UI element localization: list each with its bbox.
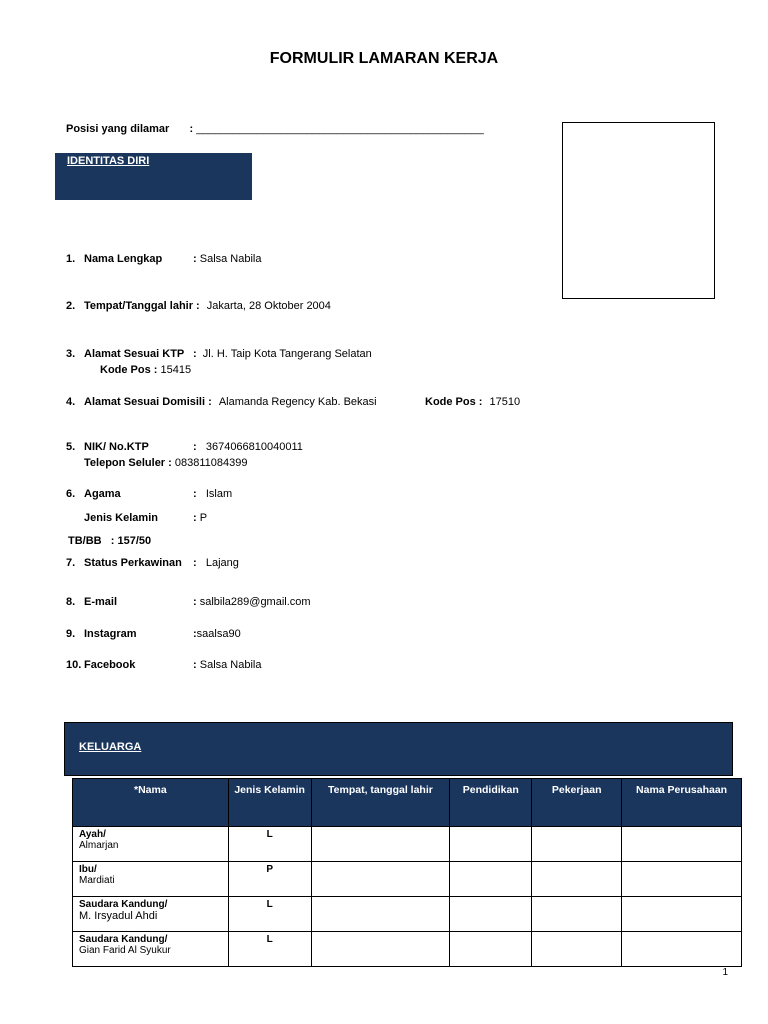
colon: : — [193, 628, 197, 640]
field-value: Salsa Nabila — [199, 253, 262, 265]
postal-label: Kode Pos : — [425, 396, 483, 408]
postal-value: 17510 — [489, 396, 521, 408]
field-number: 9. — [66, 628, 76, 640]
field-name — [66, 253, 162, 265]
field-marital-value — [193, 557, 239, 569]
phone-label: Telepon Seluler : — [84, 457, 172, 469]
cell-gender: L — [228, 897, 311, 932]
cell-education — [450, 827, 532, 862]
cell-birth — [311, 897, 450, 932]
page-number: 1 — [722, 967, 728, 978]
photo-box — [562, 122, 715, 299]
field-gender-value — [193, 512, 207, 524]
field-facebook-value — [193, 659, 262, 671]
cell-occupation — [532, 827, 622, 862]
field-label: Alamat Sesuai Domisili : — [84, 396, 212, 408]
phone-value: 083811084399 — [174, 457, 248, 469]
cell-name — [73, 827, 229, 862]
field-instagram-value — [193, 628, 241, 640]
field-label: Instagram — [84, 628, 137, 640]
field-marital — [66, 557, 182, 569]
table-row — [73, 827, 742, 862]
colon: : — [193, 441, 197, 453]
position-row — [66, 123, 484, 135]
column-header-gender: Jenis Kelamin — [228, 779, 311, 827]
cell-birth — [311, 827, 450, 862]
field-birth — [66, 300, 331, 312]
page-title: FORMULIR LAMARAN KERJA — [269, 50, 499, 67]
relation: Ayah/ — [79, 829, 106, 840]
field-label: Agama — [84, 488, 121, 500]
field-label: Jenis Kelamin — [84, 512, 158, 524]
field-value: Salsa Nabila — [199, 659, 262, 671]
cell-education — [450, 932, 532, 967]
field-value: saalsa90 — [196, 628, 241, 640]
field-value: Lajang — [205, 557, 239, 569]
member-name: Mardiati — [79, 875, 115, 886]
relation: Saudara Kandung/ — [79, 934, 168, 945]
field-number: 1. — [66, 253, 76, 265]
field-label: E-mail — [84, 596, 118, 608]
identity-section-header — [55, 153, 252, 200]
field-gender — [84, 512, 158, 524]
field-number: 5. — [66, 441, 76, 453]
field-number: 3. — [66, 348, 76, 360]
field-number: 8. — [66, 596, 76, 608]
position-label: Posisi yang dilamar — [66, 123, 170, 135]
postal-label: Kode Pos : — [100, 364, 158, 376]
field-phone — [84, 457, 247, 469]
field-value: P — [199, 512, 208, 524]
table-row — [73, 897, 742, 932]
position-colon: : — [189, 123, 194, 135]
postal-value: 15415 — [160, 364, 192, 376]
cell-gender: L — [228, 932, 311, 967]
colon: : — [193, 596, 197, 608]
field-tbbb — [68, 535, 151, 547]
field-label: Tempat/Tanggal lahir : — [84, 300, 200, 312]
family-section-header — [64, 722, 733, 776]
colon: : — [193, 488, 197, 500]
field-email-value — [193, 596, 311, 608]
family-section-label: KELUARGA — [79, 741, 142, 753]
field-value: Islam — [205, 488, 233, 500]
field-label: Nama Lengkap — [84, 253, 163, 265]
cell-company — [622, 932, 742, 967]
field-value: 3674066810040011 — [205, 441, 303, 453]
cell-company — [622, 862, 742, 897]
cell-gender: L — [228, 827, 311, 862]
colon: : — [193, 557, 197, 569]
table-row — [73, 932, 742, 967]
field-email — [66, 596, 117, 608]
field-instagram — [66, 628, 137, 640]
column-header-education: Pendidikan — [450, 779, 532, 827]
field-label: TB/BB — [68, 535, 102, 547]
field-value: Jl. H. Taip Kota Tangerang Selatan — [202, 348, 372, 360]
field-number: 2. — [66, 300, 76, 312]
field-number: 7. — [66, 557, 76, 569]
field-facebook — [66, 659, 135, 671]
colon: : — [193, 253, 197, 265]
member-name: Gian Farid Al Syukur — [79, 945, 171, 956]
colon: : — [193, 512, 197, 524]
field-value: Jakarta, 28 Oktober 2004 — [206, 300, 331, 312]
field-name-value — [193, 253, 262, 265]
field-number: 10. — [66, 659, 82, 671]
cell-gender: P — [228, 862, 311, 897]
family-table — [72, 778, 742, 967]
field-label: Facebook — [84, 659, 136, 671]
field-label: Alamat Sesuai KTP — [84, 348, 185, 360]
cell-occupation — [532, 862, 622, 897]
table-header-row — [73, 779, 742, 827]
field-label: Status Perkawinan — [84, 557, 182, 569]
cell-birth — [311, 862, 450, 897]
field-label: NIK/ No.KTP — [84, 441, 149, 453]
cell-education — [450, 862, 532, 897]
cell-name — [73, 932, 229, 967]
field-address-ktp-value — [193, 348, 372, 360]
table-row — [73, 862, 742, 897]
field-postal-ktp — [100, 364, 191, 376]
field-religion-value — [193, 488, 232, 500]
cell-company — [622, 897, 742, 932]
cell-education — [450, 897, 532, 932]
cell-company — [622, 827, 742, 862]
field-nik — [66, 441, 149, 453]
identity-section-label: IDENTITAS DIRI — [67, 155, 150, 167]
relation: Saudara Kandung/ — [79, 899, 168, 910]
column-header-birth: Tempat, tanggal lahir — [311, 779, 450, 827]
field-number: 6. — [66, 488, 76, 500]
cell-birth — [311, 932, 450, 967]
cell-name — [73, 897, 229, 932]
field-address-ktp — [66, 348, 184, 360]
position-value: _______________________________________________ — [196, 123, 484, 135]
field-value: : 157/50 — [110, 535, 152, 547]
cell-occupation — [532, 932, 622, 967]
colon: : — [193, 659, 197, 671]
cell-occupation — [532, 897, 622, 932]
colon: : — [193, 348, 197, 360]
field-postal-domicile — [425, 396, 520, 408]
column-header-name: *Nama — [73, 779, 229, 827]
field-value: Alamanda Regency Kab. Bekasi — [218, 396, 377, 408]
column-header-company: Nama Perusahaan — [622, 779, 742, 827]
field-value: salbila289@gmail.com — [199, 596, 311, 608]
cell-name — [73, 862, 229, 897]
field-address-domicile — [66, 396, 377, 408]
field-religion — [66, 488, 121, 500]
relation: Ibu/ — [79, 864, 97, 875]
member-name: Almarjan — [79, 840, 119, 851]
column-header-occupation: Pekerjaan — [532, 779, 622, 827]
field-number: 4. — [66, 396, 76, 408]
field-nik-value — [193, 441, 303, 453]
member-name: M. Irsyadul Ahdi — [79, 910, 158, 922]
